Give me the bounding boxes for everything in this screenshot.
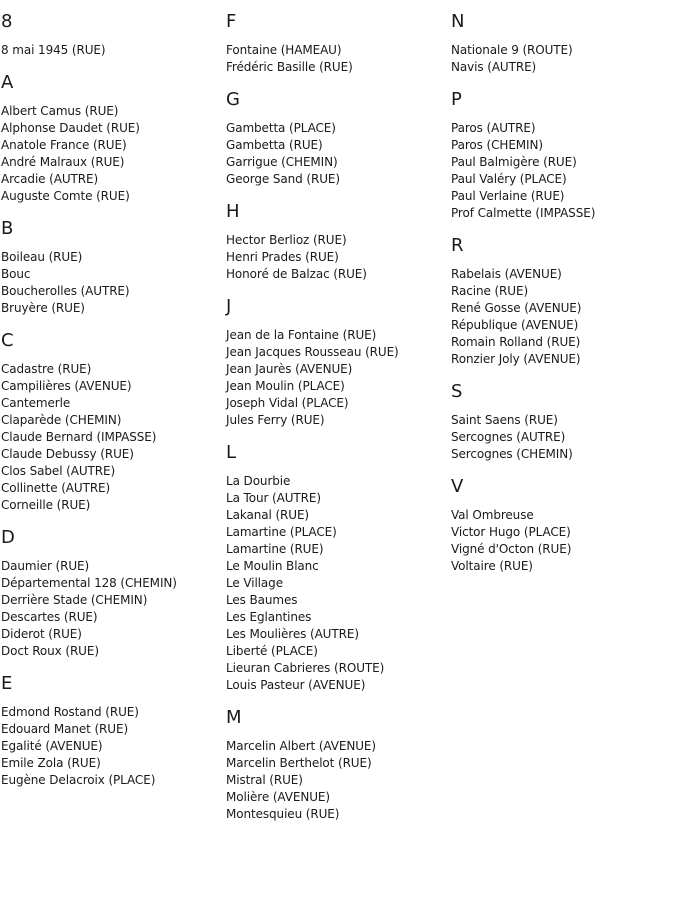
letter-heading: R	[451, 235, 464, 256]
street-link[interactable]: 8 mai 1945 (RUE)	[1, 43, 106, 57]
letter-group	[226, 296, 446, 429]
letter-heading: F	[226, 11, 237, 32]
street-link[interactable]: La Dourbie	[226, 474, 291, 488]
letter-heading: H	[226, 201, 240, 222]
street-link[interactable]: Nationale 9 (ROUTE)	[451, 43, 573, 57]
street-link[interactable]: Jean Jaurès (AVENUE)	[226, 362, 353, 376]
street-list	[1, 704, 221, 789]
street-link[interactable]: Lamartine (PLACE)	[226, 525, 337, 539]
letter-group	[1, 330, 221, 514]
letter-group	[226, 89, 446, 188]
letter-heading: A	[1, 72, 14, 93]
street-link[interactable]: Claude Bernard (IMPASSE)	[1, 430, 157, 444]
street-link[interactable]: Montesquieu (RUE)	[226, 807, 340, 821]
street-list	[1, 249, 221, 317]
street-link[interactable]: Racine (RUE)	[451, 284, 529, 298]
letter-group	[1, 218, 221, 317]
street-list	[226, 327, 446, 429]
letter-heading: B	[1, 218, 14, 239]
street-link[interactable]: Le Village	[226, 576, 283, 590]
street-index-column-1	[1, 11, 221, 802]
street-link[interactable]: Rabelais (AVENUE)	[451, 267, 562, 281]
letter-heading: D	[1, 527, 15, 548]
street-link[interactable]: Les Moulières (AUTRE)	[226, 627, 359, 641]
letter-group	[1, 673, 221, 789]
street-link[interactable]: Voltaire (RUE)	[451, 559, 533, 573]
street-link[interactable]: Claparède (CHEMIN)	[1, 413, 122, 427]
street-link[interactable]: Egalité (AVENUE)	[1, 739, 103, 753]
street-link[interactable]: Louis Pasteur (AVENUE)	[226, 678, 366, 692]
street-link[interactable]: Les Baumes	[226, 593, 298, 607]
letter-heading: 8	[1, 11, 13, 32]
letter-group	[451, 476, 671, 575]
street-list	[1, 103, 221, 205]
street-list	[451, 42, 671, 76]
letter-group	[451, 235, 671, 368]
street-link[interactable]: Edmond Rostand (RUE)	[1, 705, 139, 719]
street-link[interactable]: Boileau (RUE)	[1, 250, 83, 264]
letter-group	[451, 381, 671, 463]
street-list	[451, 120, 671, 222]
letter-group	[1, 11, 221, 59]
letter-group	[451, 11, 671, 76]
street-link[interactable]: Saint Saens (RUE)	[451, 413, 558, 427]
street-link[interactable]: Sercognes (AUTRE)	[451, 430, 566, 444]
street-link[interactable]: La Tour (AUTRE)	[226, 491, 321, 505]
street-link[interactable]: Le Moulin Blanc	[226, 559, 319, 573]
street-list	[226, 120, 446, 188]
street-link[interactable]: Honoré de Balzac (RUE)	[226, 267, 367, 281]
street-link[interactable]: Campilières (AVENUE)	[1, 379, 132, 393]
street-link[interactable]: Anatole France (RUE)	[1, 138, 127, 152]
street-link[interactable]: Emile Zola (RUE)	[1, 756, 101, 770]
street-link[interactable]: Paul Balmigère (RUE)	[451, 155, 577, 169]
street-link[interactable]: George Sand (RUE)	[226, 172, 340, 186]
street-link[interactable]: Paul Valéry (PLACE)	[451, 172, 567, 186]
street-link[interactable]: Prof Calmette (IMPASSE)	[451, 206, 596, 220]
street-link[interactable]: Jean de la Fontaine (RUE)	[226, 328, 377, 342]
street-link[interactable]: Descartes (RUE)	[1, 610, 98, 624]
letter-group	[226, 201, 446, 283]
street-link[interactable]: Edouard Manet (RUE)	[1, 722, 129, 736]
street-link[interactable]: Fontaine (HAMEAU)	[226, 43, 342, 57]
street-list	[1, 42, 221, 59]
street-link[interactable]: Lamartine (RUE)	[226, 542, 324, 556]
street-link[interactable]: Bouc	[1, 267, 31, 281]
street-link[interactable]: Doct Roux (RUE)	[1, 644, 99, 658]
street-link[interactable]: Les Eglantines	[226, 610, 312, 624]
street-link[interactable]: Lieuran Cabrieres (ROUTE)	[226, 661, 385, 675]
letter-heading: L	[226, 442, 237, 463]
street-link[interactable]: Daumier (RUE)	[1, 559, 90, 573]
street-link[interactable]: Alphonse Daudet (RUE)	[1, 121, 140, 135]
letter-heading: V	[451, 476, 464, 497]
letter-heading: C	[1, 330, 14, 351]
street-link[interactable]: Derrière Stade (CHEMIN)	[1, 593, 148, 607]
street-link[interactable]: Eugène Delacroix (PLACE)	[1, 773, 156, 787]
street-link[interactable]: Jules Ferry (RUE)	[226, 413, 325, 427]
letter-heading: E	[1, 673, 13, 694]
street-link[interactable]: Claude Debussy (RUE)	[1, 447, 134, 461]
street-link[interactable]: Val Ombreuse	[451, 508, 534, 522]
street-link[interactable]: Corneille (RUE)	[1, 498, 91, 512]
street-link[interactable]: Cadastre (RUE)	[1, 362, 92, 376]
street-link[interactable]: Liberté (PLACE)	[226, 644, 318, 658]
street-link[interactable]: Molière (AVENUE)	[226, 790, 330, 804]
street-link[interactable]: Arcadie (AUTRE)	[1, 172, 99, 186]
street-link[interactable]: Albert Camus (RUE)	[1, 104, 119, 118]
street-link[interactable]: Paros (CHEMIN)	[451, 138, 543, 152]
street-list	[1, 558, 221, 660]
street-link[interactable]: Paros (AUTRE)	[451, 121, 536, 135]
street-link[interactable]: Départemental 128 (CHEMIN)	[1, 576, 177, 590]
street-index-column-2	[226, 11, 446, 836]
street-link[interactable]: Garrigue (CHEMIN)	[226, 155, 338, 169]
letter-group	[1, 72, 221, 205]
street-list	[226, 232, 446, 283]
letter-heading: N	[451, 11, 465, 32]
street-link[interactable]: Henri Prades (RUE)	[226, 250, 339, 264]
letter-heading: S	[451, 381, 463, 402]
street-link[interactable]: République (AVENUE)	[451, 318, 579, 332]
letter-heading: J	[226, 296, 232, 317]
street-link[interactable]: Sercognes (CHEMIN)	[451, 447, 573, 461]
street-link[interactable]: Marcelin Berthelot (RUE)	[226, 756, 372, 770]
street-list	[226, 473, 446, 694]
street-link[interactable]: Auguste Comte (RUE)	[1, 189, 130, 203]
street-list	[226, 42, 446, 76]
street-list	[451, 507, 671, 575]
street-list	[226, 738, 446, 823]
street-link[interactable]: Cantemerle	[1, 396, 71, 410]
letter-group	[226, 442, 446, 694]
street-link[interactable]: Frédéric Basille (RUE)	[226, 60, 353, 74]
street-link[interactable]: René Gosse (AVENUE)	[451, 301, 582, 315]
street-list	[451, 412, 671, 463]
street-link[interactable]: Mistral (RUE)	[226, 773, 303, 787]
letter-heading: G	[226, 89, 240, 110]
street-link[interactable]: Paul Verlaine (RUE)	[451, 189, 565, 203]
street-link[interactable]: Gambetta (RUE)	[226, 138, 323, 152]
street-link[interactable]: Vigné d'Octon (RUE)	[451, 542, 572, 556]
letter-group	[226, 11, 446, 76]
street-link[interactable]: Marcelin Albert (AVENUE)	[226, 739, 376, 753]
letter-group	[451, 89, 671, 222]
street-link[interactable]: Joseph Vidal (PLACE)	[226, 396, 349, 410]
letter-heading: M	[226, 707, 242, 728]
street-link[interactable]: Diderot (RUE)	[1, 627, 82, 641]
street-list	[451, 266, 671, 368]
letter-heading: P	[451, 89, 462, 110]
letter-group	[226, 707, 446, 823]
street-link[interactable]: André Malraux (RUE)	[1, 155, 125, 169]
letter-group	[1, 527, 221, 660]
street-link[interactable]: Victor Hugo (PLACE)	[451, 525, 571, 539]
street-link[interactable]: Jean Jacques Rousseau (RUE)	[226, 345, 399, 359]
street-link[interactable]: Lakanal (RUE)	[226, 508, 310, 522]
street-list	[1, 361, 221, 514]
street-link[interactable]: Ronzier Joly (AVENUE)	[451, 352, 581, 366]
street-link[interactable]: Clos Sabel (AUTRE)	[1, 464, 116, 478]
street-link[interactable]: Navis (AUTRE)	[451, 60, 537, 74]
street-link[interactable]: Hector Berlioz (RUE)	[226, 233, 347, 247]
street-link[interactable]: Bruyère (RUE)	[1, 301, 85, 315]
street-index-column-3	[451, 11, 671, 588]
street-link[interactable]: Collinette (AUTRE)	[1, 481, 111, 495]
street-link[interactable]: Gambetta (PLACE)	[226, 121, 336, 135]
street-link[interactable]: Jean Moulin (PLACE)	[226, 379, 345, 393]
street-link[interactable]: Boucherolles (AUTRE)	[1, 284, 130, 298]
street-link[interactable]: Romain Rolland (RUE)	[451, 335, 581, 349]
